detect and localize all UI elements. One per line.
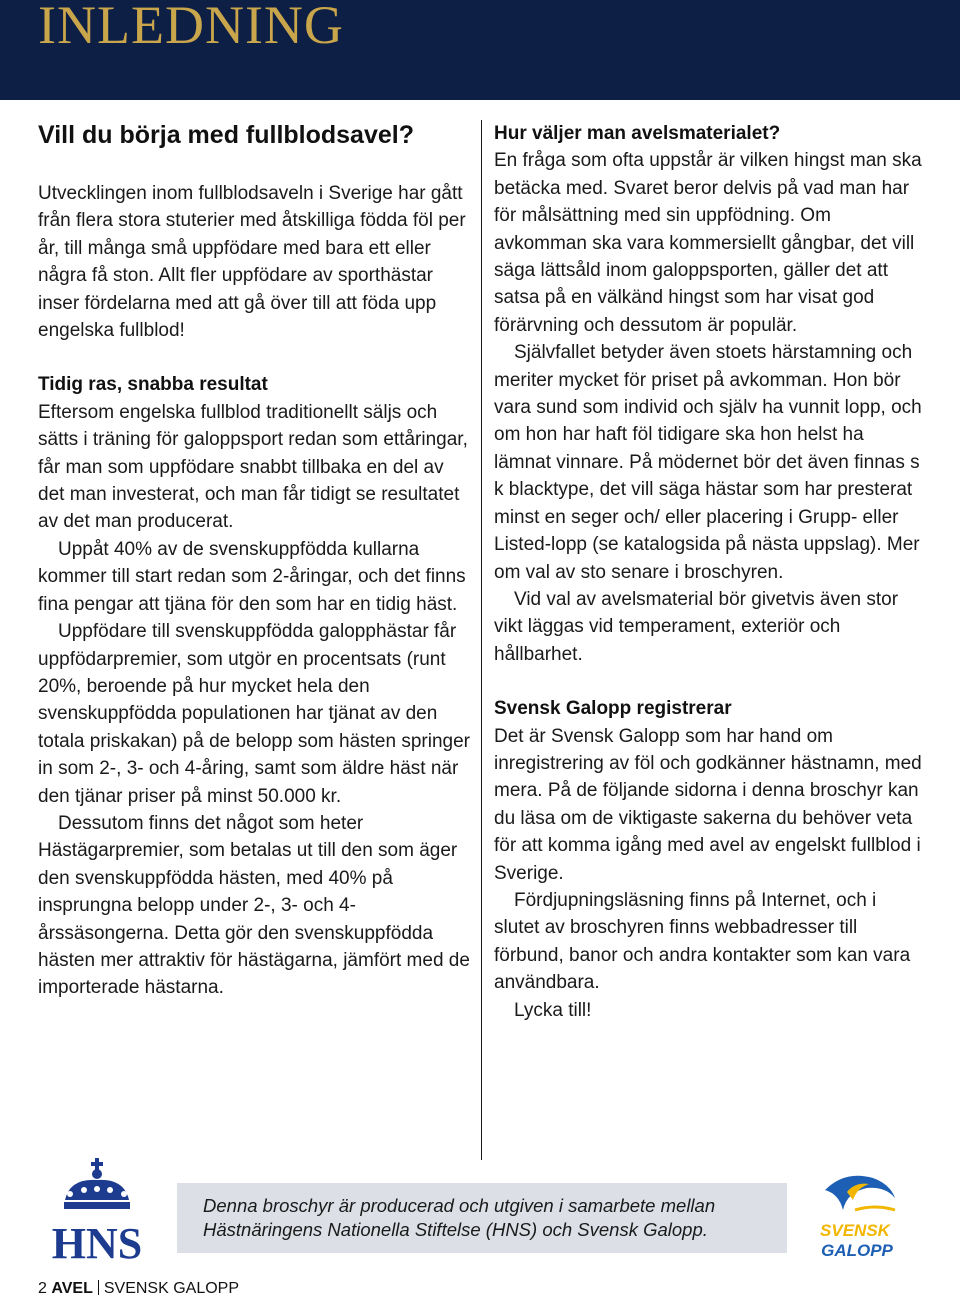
crown-icon — [40, 1158, 155, 1273]
logo-line2: GALOPP — [821, 1241, 893, 1260]
info-box-text: Denna broschyr är producerad och utgiven i samarbete mellan Hästnäringens Nationella Stiftelse (HNS) och Svensk Galopp. — [203, 1195, 716, 1240]
section-heading-registration: Svensk Galopp registrerar — [494, 698, 732, 720]
paragraph: Fördjupningsläsning finns på Internet, och i slutet av broschyren finns webbadresser till förbund, banor och andra kontakter som kan vara användbara. — [494, 889, 911, 994]
paragraph: Uppfödare till svenskuppfödda galopphästar får uppfödarpremier, som utgör en procentsats (runt 20%, beroende på hur mycket hela den svenskuppfödda populationen har tjänat av den totala priskakan) på de belopp som hästen springer in som 2-, 3- och 4-åring, samt som äldre häst när den tjänar priser på minst 50.000 kr. — [38, 621, 470, 807]
paragraph: Vid val av avelsmaterial bör givetvis även stor vikt läggas vid temperament, exteriör och hållbarhet. — [494, 588, 899, 665]
footer-publication: SVENSK GALOPP — [103, 1280, 240, 1297]
page-number: 2 — [38, 1280, 47, 1297]
left-column — [38, 120, 470, 1002]
paragraph: Eftersom engelska fullblod traditionellt säljs och sätts i träning för galoppsport redan som ettåringar, får man som uppfödare snabbt tillbaka en del av det man investerat, och man får tidigt se resultatet av det man producerat. — [38, 401, 468, 533]
footer-section: AVEL — [51, 1280, 93, 1297]
info-box — [177, 1183, 787, 1253]
page-footer — [38, 1280, 239, 1298]
intro-paragraph: Utvecklingen inom fullblodsaveln i Sverige har gått från flera stora stuterier med åtskilliga födda föl per år, till många små uppfödare med bara ett eller några få ston. Allt fler uppfödare av sporthästar inser fördelarna med att gå över till att föda upp engelska fullblod! — [38, 183, 466, 342]
paragraph: En fråga som ofta uppstår är vilken hingst man ska betäcka med. Svaret beror delvis på vad man har för målsättning med sin uppfödning. Om avkomman ska vara kommersiellt gångbar, det vill säga lättsåld inom galoppsporten, gäller det att satsa på en välkänd hingst som har visat god förärvning och dessutom är populär. — [494, 150, 922, 336]
section-heading-early-breed: Tidig ras, snabba resultat — [38, 374, 268, 396]
paragraph: Det är Svensk Galopp som har hand om inregistrering av föl och godkänner hästnamn, med mera. På de följande sidorna i denna broschyr kan du läsa om de viktigaste sakerna du behöver veta för att komma igång med avel av engelskt fullblod i Sverige. — [494, 725, 922, 884]
section-heading-breeding-material: Hur väljer man avelsmaterialet? — [494, 123, 781, 144]
hns-logo — [40, 1158, 155, 1273]
hns-logo-text: HNS — [51, 1219, 143, 1268]
paragraph: Självfallet betyder även stoets härstamning och meriter mycket för priset på avkomman. Hon bör vara sund som individ och själv ha vunnit lopp, och om hon har haft föl tidigare ska hon helst ha lämnat vinnare. På mödernet bör det även finnas s k blacktype, det vill säga hästar som har presterat minst en seger och/ eller placering i Grupp- eller Listed-lopp (se katalogsida på nästa uppslag). Mer om val av sto senare i broschyren. — [494, 342, 922, 583]
right-column — [494, 120, 924, 1024]
logo-line1: SVENSK — [820, 1221, 890, 1240]
footer-separator — [98, 1280, 99, 1295]
horse-swoosh-icon — [795, 1170, 915, 1265]
paragraph: Dessutom finns det något som heter Hästägarpremier, som betalas ut till den som äger den svenskuppfödda hästen, med 40% på insprungna belopp under 2-, 3- och 4-årssäsongerna. Detta gör den svenskuppfödda hästen mer attraktiv för hästägarna, jämfört med de importerade hästarna. — [38, 812, 470, 999]
lead-heading: Vill du börja med fullblodsavel? — [38, 121, 414, 149]
paragraph: Lycka till! — [514, 999, 592, 1021]
svensk-galopp-logo — [795, 1170, 915, 1265]
paragraph: Uppåt 40% av de svenskuppfödda kullarna kommer till start redan som 2-åringar, och det finns fina pengar att tjäna för den som har en tidig häst. — [38, 538, 466, 615]
column-divider — [481, 120, 482, 1160]
page-title: INLEDNING — [38, 0, 344, 55]
page-header — [0, 0, 960, 100]
